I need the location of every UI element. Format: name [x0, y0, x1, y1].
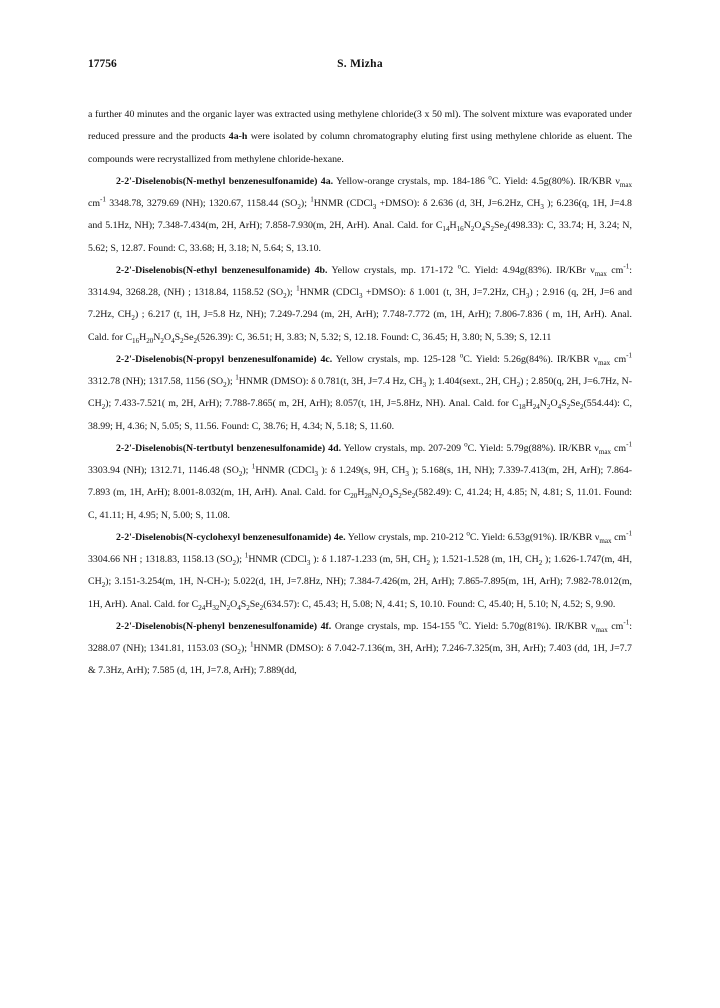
- text-run: );: [240, 643, 250, 654]
- subscript: 20: [146, 336, 154, 345]
- subscript: 4: [557, 403, 562, 412]
- subscript: 3: [405, 469, 409, 478]
- subscript: 3: [525, 291, 530, 300]
- subscript: 18: [518, 403, 526, 412]
- subscript: 2: [538, 558, 543, 567]
- text-run: Orange crystals, mp. 154-155: [331, 620, 459, 632]
- superscript: o: [458, 618, 463, 627]
- text-run: S: [174, 331, 181, 343]
- text-run: N: [463, 220, 471, 232]
- text-run: C. Yield: 4.5g(80%). IR/KBR ν: [491, 175, 620, 187]
- text-run: C. Yield: 5.70g(81%). IR/KBR ν: [462, 620, 596, 632]
- bold-text: 2-2'-Diselenobis(N-propyl benzenesulfonamide) 4c.: [116, 353, 333, 365]
- text-run: ): δ 1.249(s, 9H, CH: [318, 465, 406, 476]
- text-run: +DMSO): δ 2.636 (d, 3H, J=6.2Hz, CH: [376, 198, 541, 209]
- intro-paragraph: [88, 104, 632, 171]
- text-run: ) ; 2.916 (q, 2H, J=6 and 7.2Hz, CH: [88, 287, 632, 321]
- superscript: o: [457, 262, 462, 271]
- text-run: S: [240, 598, 247, 610]
- subscript: 3: [306, 558, 311, 567]
- text-run: HNMR (CDCl: [255, 465, 315, 476]
- text-run: ); 1.404(sext., 2H, CH: [426, 376, 517, 387]
- text-run: ) ; 2.850(q, 2H, J=6.7Hz, N-CH: [88, 376, 632, 410]
- subscript: 3: [314, 469, 319, 478]
- bold-text: 2-2'-Diselenobis(N-cyclohexyl benzenesulfonamide) 4e.: [116, 531, 346, 543]
- compound-paragraph-4d: [88, 438, 632, 527]
- text-run: Yellow-orange crystals, mp. 184-186: [333, 175, 489, 187]
- text-run: H: [525, 398, 533, 410]
- subscript: 2: [101, 581, 106, 590]
- subscript: 2: [180, 336, 184, 345]
- text-run: C. Yield: 4.94g(83%). IR/KBr ν: [461, 264, 595, 276]
- text-run: O: [163, 331, 172, 343]
- subscript: 2: [503, 225, 508, 234]
- subscript: 4: [481, 225, 485, 234]
- superscript: 1: [235, 373, 239, 382]
- running-header: [88, 58, 632, 78]
- text-run: cm: [607, 620, 624, 632]
- text-run: );: [286, 287, 297, 298]
- text-run: C. Yield: 6.53g(91%). IR/KBR ν: [469, 531, 600, 543]
- text-run: );: [236, 554, 245, 565]
- running-author: S. Mizha: [337, 58, 383, 70]
- subscript: 2: [160, 336, 164, 345]
- text-run: cm: [606, 264, 624, 276]
- subscript: 2: [193, 336, 198, 345]
- superscript: -1: [626, 529, 632, 538]
- text-run: were isolated by column chromatography eluting first using methylene chloride as eluent. The compounds were recrystallized from methylene chloride-hexane.: [88, 131, 632, 165]
- text-run: ); 6.236(q, 1H, J=4.8 and 5.1Hz, NH); 7.348-7.434(m, 2H, ArH); 7.858-7.930(m, 2H, ArH). Anal. Cald. for C: [88, 198, 632, 232]
- text-run: N: [153, 331, 161, 343]
- text-run: (498.33): C, 33.74; H, 3.24; N, 5.62; S, 12.87. Found: C, 33.68; H, 3.18; N, 5.64; S, 13.10.: [88, 220, 632, 254]
- superscript: -1: [623, 262, 630, 271]
- text-run: Se: [401, 487, 412, 499]
- text-run: 3304.66 NH ; 1318.83, 1158.13 (SO: [88, 554, 233, 565]
- subscript: max: [595, 625, 608, 634]
- subscript: 2: [398, 492, 402, 501]
- text-run: );: [242, 465, 252, 476]
- superscript: o: [466, 529, 470, 538]
- subscript: 2: [516, 380, 521, 389]
- text-run: Se: [249, 598, 260, 610]
- superscript: 1: [249, 640, 254, 649]
- text-run: Se: [494, 220, 504, 232]
- bold-text: 2-2'-Diselenobis(N-tertbutyl benzenesulfonamide) 4d.: [116, 442, 342, 454]
- compound-paragraph-4e: [88, 527, 632, 616]
- text-run: N: [219, 598, 227, 610]
- subscript: 2: [131, 314, 135, 323]
- superscript: o: [459, 351, 464, 360]
- subscript: 4: [237, 603, 241, 612]
- subscript: 2: [378, 492, 383, 501]
- bold-text: 2-2'-Diselenobis(N-methyl benzenesulfonamide) 4a.: [116, 175, 334, 187]
- subscript: 2: [283, 291, 287, 300]
- subscript: 32: [212, 603, 220, 612]
- subscript: 4: [171, 336, 175, 345]
- text-run: (634.57): C, 45.43; H, 5.08; N, 4.41; S, 10.10. Found: C, 45.40; H, 5.10; N, 4.52; S, 9.90.: [263, 598, 616, 610]
- subscript: 24: [198, 603, 206, 612]
- page-number: 17756: [88, 58, 117, 70]
- text-run: Yellow crystals, mp. 207-209: [341, 442, 465, 454]
- subscript: 2: [226, 603, 231, 612]
- text-run: ); 1.626-1.747(m, 4H, CH: [88, 554, 632, 588]
- text-run: cm: [611, 531, 627, 543]
- subscript: 16: [132, 336, 140, 345]
- subscript: 20: [350, 492, 358, 501]
- subscript: 2: [238, 469, 243, 478]
- subscript: max: [598, 358, 611, 367]
- text-run: 3303.94 (NH); 1312.71, 1146.48 (SO: [88, 465, 239, 476]
- text-run: : 3314.94, 3268.28, (NH) ; 1318.84, 1158.52 (SO: [88, 264, 632, 298]
- superscript: o: [464, 440, 468, 449]
- text-run: a further 40 minutes and the organic layer was extracted using methylene chloride(3 x 50 ml). The solvent mixture was evaporated under reduced pressure and the products: [88, 109, 632, 143]
- text-run: N: [539, 398, 547, 410]
- superscript: -1: [626, 440, 632, 449]
- text-run: HNMR (CDCl: [248, 554, 307, 565]
- bold-text: 4a-h: [228, 131, 248, 143]
- subscript: 2: [297, 202, 301, 211]
- superscript: -1: [100, 195, 106, 204]
- text-run: HNMR (CDCl: [299, 287, 359, 298]
- subscript: 2: [223, 380, 227, 389]
- subscript: 2: [101, 403, 106, 412]
- subscript: 2: [232, 558, 237, 567]
- text-run: O: [382, 487, 390, 499]
- subscript: max: [594, 269, 607, 278]
- text-run: ); 5.168(s, 1H, NH); 7.339-7.413(m, 2H, ArH); 7.864-7.893 (m, 1H, ArH); 8.001-8.032(m, 1H, ArH). Anal. Cald. for C: [88, 465, 632, 499]
- text-run: H: [449, 220, 457, 232]
- text-run: ): δ 1.187-1.233 (m, 5H, CH: [310, 554, 427, 565]
- text-run: HNMR (DMSO): δ 0.781(t, 3H, J=7.4 Hz, CH: [238, 376, 423, 387]
- text-run: );: [300, 198, 311, 209]
- subscript: 14: [442, 225, 450, 234]
- text-run: S: [392, 487, 399, 499]
- article-body: [88, 104, 632, 683]
- superscript: 1: [296, 284, 300, 293]
- subscript: 2: [579, 403, 584, 412]
- compound-paragraph-4c: [88, 349, 632, 438]
- superscript: -1: [623, 618, 630, 627]
- text-run: N: [371, 487, 379, 499]
- text-run: H: [357, 487, 365, 499]
- text-run: HNMR (CDCl: [313, 198, 373, 209]
- text-run: O: [230, 598, 238, 610]
- text-run: Yellow crystals, mp. 171-172: [327, 264, 458, 276]
- subscript: 2: [426, 558, 431, 567]
- text-run: (526.39): C, 36.51; H, 3.83; N, 5.32; S, 12.18. Found: C, 36.45; H, 3.80; N, 5.39; S, 12.11: [197, 331, 552, 343]
- subscript: max: [599, 536, 612, 545]
- text-run: O: [550, 398, 558, 410]
- superscript: 1: [310, 195, 314, 204]
- text-run: 3348.78, 3279.69 (NH); 1320.67, 1158.44 (SO: [105, 198, 298, 209]
- text-run: (554.44): C, 38.99; H, 4.36; N, 5.05; S, 11.56. Found: C, 38.76; H, 4.34; N, 5.18; S, 11.60.: [88, 398, 632, 432]
- subscript: 2: [546, 403, 551, 412]
- text-run: ) ; 6.217 (t, 1H, J=5.8 Hz, NH); 7.249-7.294 (m, 2H, ArH); 7.748-7.772 (m, 1H, ArH); 7.806-7.836 ( m, 1H, ArH). Anal. Cald. for C: [88, 309, 632, 343]
- text-run: cm: [611, 442, 627, 454]
- text-run: ); 7.433-7.521( m, 2H, ArH); 7.788-7.865( m, 2H, ArH); 8.057(t, 1H, J=5.8Hz, NH). Anal. Cald. for C: [105, 398, 519, 410]
- text-run: HNMR (DMSO): δ 7.042-7.136(m, 3H, ArH); 7.246-7.325(m, 3H, ArH); 7.403 (dd, 1H, J=7.7 & 7.3Hz, ArH); 7.585 (d, 1H, J=7.8, ArH); 7.889(dd,: [88, 643, 632, 677]
- text-run: ); 3.151-3.254(m, 1H, N-CH-); 5.022(d, 1H, J=7.8Hz, NH); 7.384-7.426(m, 2H, ArH); 7.865-7.895(m, 1H, ArH); 7.982-78.012(m, 1H, ArH). Anal. Cald. for C: [88, 576, 632, 610]
- text-run: S: [485, 220, 491, 232]
- subscript: 2: [246, 603, 250, 612]
- compound-paragraph-4a: [88, 171, 632, 260]
- subscript: 16: [456, 225, 464, 234]
- bold-text: 2-2'-Diselenobis(N-ethyl benzenesulfonamide) 4b.: [116, 264, 328, 276]
- subscript: 4: [389, 492, 393, 501]
- superscript: 1: [244, 551, 249, 560]
- text-run: Se: [183, 331, 194, 343]
- text-run: 3312.78 (NH); 1317.58, 1156 (SO: [88, 376, 224, 387]
- text-run: Se: [570, 398, 580, 410]
- subscript: 2: [237, 647, 241, 656]
- superscript: o: [488, 173, 492, 182]
- subscript: 3: [422, 380, 427, 389]
- subscript: 2: [470, 225, 475, 234]
- text-run: C. Yield: 5.79g(88%). IR/KBR ν: [467, 442, 599, 454]
- subscript: 3: [540, 202, 544, 211]
- subscript: 2: [411, 492, 416, 501]
- superscript: 1: [251, 462, 256, 471]
- text-run: (582.49): C, 41.24; H, 4.85; N, 4.81; S, 11.01. Found: C, 41.11; H, 4.95; N, 5.00; S, 11.08.: [88, 487, 632, 521]
- subscript: max: [619, 180, 633, 189]
- compound-paragraph-4b: [88, 260, 632, 349]
- text-run: Yellow crystals, mp. 125-128: [332, 353, 460, 365]
- text-run: +DMSO): δ 1.001 (t, 3H, J=7.2Hz, CH: [362, 287, 526, 298]
- bold-text: 2-2'-Diselenobis(N-phenyl benzenesulfonamide) 4f.: [116, 620, 332, 632]
- compound-paragraph-4f: [88, 616, 632, 683]
- text-run: ); 1.521-1.528 (m, 1H, CH: [430, 554, 539, 565]
- text-run: : 3288.07 (NH); 1341.81, 1153.03 (SO: [88, 620, 632, 654]
- subscript: max: [598, 447, 612, 456]
- text-run: C. Yield: 5.26g(84%). IR/KBR ν: [463, 353, 598, 365]
- text-run: Yellow crystals, mp. 210-212: [345, 531, 467, 543]
- text-run: );: [226, 376, 236, 387]
- superscript: -1: [626, 351, 633, 360]
- subscript: 2: [566, 403, 571, 412]
- subscript: 2: [259, 603, 264, 612]
- text-run: cm: [610, 353, 627, 365]
- text-run: S: [561, 398, 567, 410]
- subscript: 2: [490, 225, 495, 234]
- text-run: H: [205, 598, 213, 610]
- subscript: 24: [532, 403, 540, 412]
- subscript: 3: [372, 202, 377, 211]
- subscript: 28: [364, 492, 372, 501]
- text-run: O: [474, 220, 482, 232]
- subscript: 3: [358, 291, 363, 300]
- text-run: H: [139, 331, 147, 343]
- text-run: cm: [88, 198, 101, 209]
